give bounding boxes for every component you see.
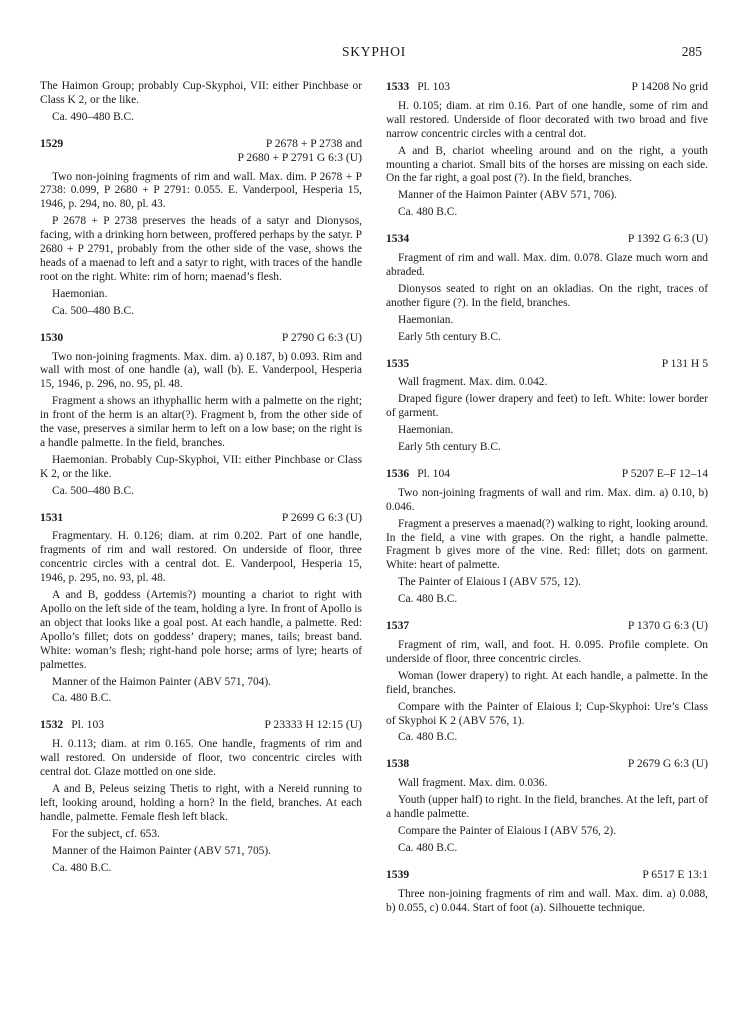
entry-paragraph: A and B, chariot wheeling around and on the right, a youth mounting a chariot. Small bits of the horses are missing on each side. On the far right, a goal post (?). In the field, branches. xyxy=(386,144,708,185)
entry-number: 1531 xyxy=(40,510,64,524)
entry-paragraph: Haemonian. xyxy=(398,424,454,437)
entry-paragraph: Manner of the Haimon Painter (ABV 571, 704). xyxy=(52,675,272,688)
catalogue-entry xyxy=(386,232,708,344)
entry-heading xyxy=(40,718,362,732)
entry-paragraph: Ca. 480 B.C. xyxy=(52,861,112,874)
catalogue-entry xyxy=(386,868,708,916)
entry-paragraph: Manner of the Haimon Painter (ABV 571, 705). xyxy=(52,844,272,857)
entry-number: 1530 xyxy=(40,330,64,344)
inventory-reference: P 2790 G 6:3 (U) xyxy=(281,330,362,344)
right-entries xyxy=(386,80,708,916)
entry-number: 1532 xyxy=(40,718,64,732)
catalogue-entry xyxy=(40,331,362,499)
entry-number: 1533 xyxy=(386,80,410,93)
inventory-reference: P 2678 + P 2738 and P 2680 + P 2791 G 6:3 (U) xyxy=(237,136,362,164)
catalogue-entry xyxy=(386,467,708,607)
entry-paragraph: Haemonian. xyxy=(52,287,108,300)
catalogue-entry xyxy=(40,511,362,707)
entry-paragraph: Three non-joining fragments of rim and wall. Max. dim. a) 0.088, b) 0.055, c) 0.044. Start of foot (a). Silhouette technique. xyxy=(386,887,708,914)
entry-number-group xyxy=(40,137,63,151)
entry-paragraph: A and B, goddess (Artemis?) mounting a chariot to right with Apollo on the left side of the team, holding a lyre. In front of Apollo is an object that looks like a goal post. At each handle, a palmette. Red: Apollo’s fillet; dots on goddess’ drapery; manes, tails; breast band. White: woman’s flesh; right-hand pole horse; arms of lyre; hearts of palmettes. xyxy=(40,589,362,671)
intro-block xyxy=(40,80,362,125)
entry-paragraph: Ca. 480 B.C. xyxy=(398,841,458,854)
entry-paragraph: Manner of the Haimon Painter (ABV 571, 706). xyxy=(398,189,618,202)
entry-heading xyxy=(40,331,362,345)
entry-paragraph: Ca. 480 B.C. xyxy=(398,206,458,219)
entry-paragraph: Dionysos seated to right on an okladias. On the right, traces of another figure (?). In the field, branches. xyxy=(386,282,708,309)
entry-number-group xyxy=(386,467,450,481)
catalogue-entry xyxy=(40,137,362,319)
entry-paragraph: Woman (lower drapery) to right. At each handle, a palmette. In the field, branches. xyxy=(386,669,708,696)
entry-heading xyxy=(40,511,362,525)
entry-paragraph: Fragment of rim, wall, and foot. H. 0.095. Profile complete. On underside of floor, three concentric circles. xyxy=(386,639,708,665)
catalogue-entry xyxy=(40,718,362,875)
entry-heading xyxy=(386,467,708,481)
entry-number: 1538 xyxy=(386,757,410,771)
left-entries xyxy=(40,137,362,876)
entry-number: 1536 xyxy=(386,466,410,480)
entry-number-group xyxy=(386,232,409,246)
entry-paragraph: Ca. 480 B.C. xyxy=(52,692,112,705)
entry-paragraph: Ca. 480 B.C. xyxy=(398,731,458,744)
entry-paragraph: For the subject, cf. 653. xyxy=(52,827,160,840)
entry-paragraph: Fragmentary. H. 0.126; diam. at rim 0.202. Part of one handle, fragments of rim and wall restored. On underside of floor, three concentric circles with a central dot. E. Vanderpool, Hesperia 15, 1946, p. 295, no. 93, pl. 48. xyxy=(40,530,362,585)
inventory-reference: P 23333 H 12:15 (U) xyxy=(264,718,362,732)
entry-heading xyxy=(40,137,362,165)
intro-text: The Haimon Group; probably Cup-Skyphoi, VII: either Pinchbase or Class K 2, or the like. xyxy=(40,80,362,106)
entry-paragraph: Wall fragment. Max. dim. 0.042. xyxy=(398,376,548,389)
plate-reference: Pl. 103 xyxy=(71,718,105,732)
entry-paragraph: H. 0.105; diam. at rim 0.16. Part of one handle, some of rim and wall restored. Underside of floor decorated with two broad and five narrow concentric circles with a central dot. xyxy=(386,99,708,140)
entry-paragraph: Fragment a preserves a maenad(?) walking to right, looking around. In the field, a vine with grapes. On the right, a handle palmette. Fragment b gives more of the vine. Red: fillet; dots on garment. White: heart of palmette. xyxy=(386,517,708,572)
entry-paragraph: Fragment a shows an ithyphallic herm with a palmette on the right; in front of the herm is an altar(?). Fragment b, from the other side of the vase, preserves a similar herm to left on a low base; on the right is a handle palmette. In the field, branches. xyxy=(40,395,362,449)
inventory-reference: P 5207 E–F 12–14 xyxy=(621,466,708,480)
catalogue-entry xyxy=(386,619,708,745)
inventory-reference: P 2679 G 6:3 (U) xyxy=(627,757,708,771)
inventory-reference: P 14208 No grid xyxy=(631,80,708,93)
entry-number-group xyxy=(40,718,104,732)
entry-number: 1535 xyxy=(386,356,410,370)
entry-paragraph: Haemonian. xyxy=(398,313,454,326)
inventory-reference: P 6517 E 13:1 xyxy=(642,867,708,881)
entry-paragraph: Early 5th century B.C. xyxy=(398,441,501,454)
entry-heading xyxy=(386,80,708,94)
entry-paragraph: Compare with the Painter of Elaious I; Cup-Skyphoi: Ure’s Class of Skyphoi K 2 (ABV 576, 1). xyxy=(386,700,708,727)
page-number: 285 xyxy=(681,44,702,59)
entry-number: 1537 xyxy=(386,619,410,633)
entry-number-group xyxy=(386,757,409,771)
page-header xyxy=(0,44,748,64)
entry-paragraph: The Painter of Elaious I (ABV 575, 12). xyxy=(398,576,581,589)
entry-paragraph: Ca. 480 B.C. xyxy=(398,593,458,606)
plate-reference: Pl. 104 xyxy=(417,466,451,480)
entry-paragraph: P 2678 + P 2738 preserves the heads of a satyr and Dionysos, facing, with a drinking horn between, proffered perhaps by the satyr. P 2680 + P 2791, probably from the other side of the vase, shows the heads of a maenad to left and a satyr to right, with traces of the handle root on the right. White: rim of horn; maenad’s flesh. xyxy=(40,215,362,283)
entry-number-group xyxy=(386,357,409,371)
entry-paragraph: Draped figure (lower drapery and feet) to left. White: lower border of garment. xyxy=(386,393,708,420)
entry-number-group xyxy=(386,619,409,633)
entry-paragraph: Two non-joining fragments of wall and rim. Max. dim. a) 0.10, b) 0.046. xyxy=(386,486,708,513)
catalogue-entry xyxy=(386,357,708,455)
inventory-reference: P 2699 G 6:3 (U) xyxy=(281,510,362,524)
entry-number-group xyxy=(40,511,63,525)
entry-number: 1539 xyxy=(386,867,410,881)
entry-paragraph: H. 0.113; diam. at rim 0.165. One handle, fragments of rim and wall restored. On underside of floor, two concentric circles with central dot. Glaze mottled on one side. xyxy=(40,738,362,779)
entry-paragraph: Ca. 500–480 B.C. xyxy=(52,304,134,317)
intro-date: Ca. 490–480 B.C. xyxy=(52,110,134,123)
right-column xyxy=(386,80,708,928)
entry-heading xyxy=(386,357,708,371)
entry-heading xyxy=(386,868,708,882)
entry-heading xyxy=(386,757,708,771)
left-column xyxy=(40,80,362,887)
inventory-reference: P 131 H 5 xyxy=(661,356,708,370)
entry-paragraph: A and B, Peleus seizing Thetis to right, with a Nereid running to left, looking around, holding a horn? In the field, branches. At each handle, palmette. Female flesh left black. xyxy=(40,782,362,823)
plate-reference: Pl. 103 xyxy=(417,80,451,93)
catalogue-entry xyxy=(386,757,708,855)
entry-paragraph: Two non-joining fragments of rim and wall. Max. dim. P 2678 + P 2738: 0.099, P 2680 + P 2791: 0.055. E. Vanderpool, Hesperia 15, 1946, p. 294, no. 80, pl. 43. xyxy=(40,170,362,211)
entry-paragraph: Fragment of rim and wall. Max. dim. 0.078. Glaze much worn and abraded. xyxy=(386,252,708,278)
entry-paragraph: Compare the Painter of Elaious I (ABV 576, 2). xyxy=(398,824,617,837)
entry-number-group xyxy=(386,80,450,94)
entry-heading xyxy=(386,232,708,246)
entry-paragraph: Wall fragment. Max. dim. 0.036. xyxy=(398,777,548,790)
entry-paragraph: Early 5th century B.C. xyxy=(398,330,501,343)
entry-paragraph: Youth (upper half) to right. In the field, branches. At the left, part of a handle palmette. xyxy=(386,794,708,821)
entry-paragraph: Ca. 500–480 B.C. xyxy=(52,484,134,497)
inventory-reference: P 1392 G 6:3 (U) xyxy=(627,232,708,246)
entry-number-group xyxy=(386,868,409,882)
entry-number-group xyxy=(40,331,63,345)
entry-paragraph: Haemonian. Probably Cup-Skyphoi, VII: either Pinchbase or Class K 2, or the like. xyxy=(40,453,362,480)
entry-heading xyxy=(386,619,708,633)
entry-number: 1534 xyxy=(386,232,410,246)
entry-paragraph: Two non-joining fragments. Max. dim. a) 0.187, b) 0.093. Rim and wall with most of one handle (a), wall (b). E. Vanderpool, Hesperia 15, 1946, p. 296, no. 95, pl. 48. xyxy=(40,350,362,391)
inventory-reference: P 1370 G 6:3 (U) xyxy=(627,619,708,633)
running-head: SKYPHOI xyxy=(341,44,407,59)
entry-number: 1529 xyxy=(40,136,64,150)
catalogue-entry xyxy=(386,80,708,220)
